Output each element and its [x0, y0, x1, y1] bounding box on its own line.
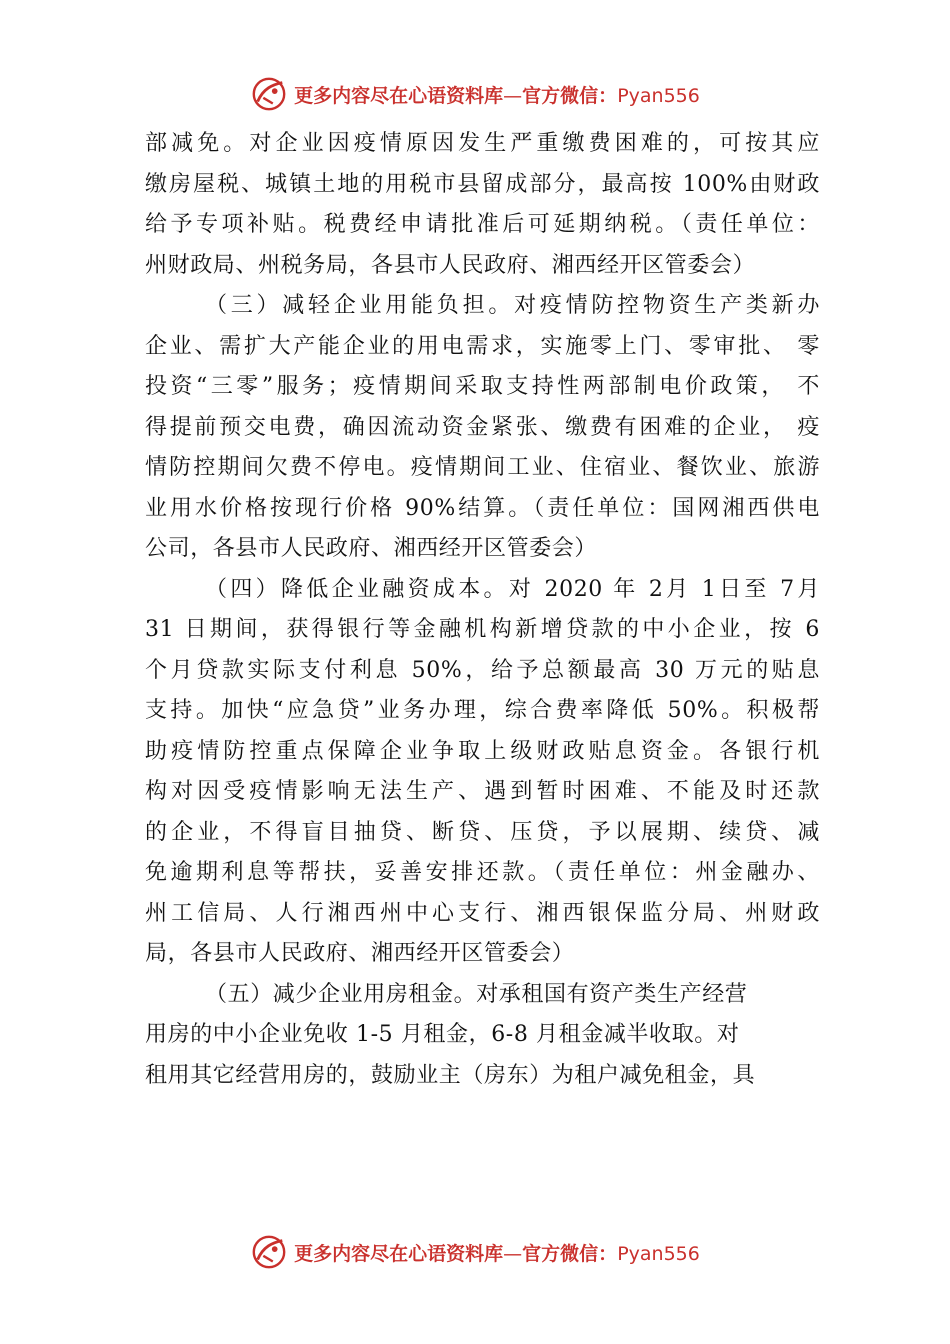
text-line: 个月贷款实际支付利息 50%，给予总额最高 30 万元的贴息: [145, 657, 820, 683]
document-body: [145, 124, 820, 1096]
text-line: 部减免。对企业因疫情原因发生严重缴费困难的，可按其应: [145, 131, 820, 156]
banner-text: [294, 81, 700, 108]
brand-logo-icon: [250, 1233, 288, 1271]
banner-separator: —: [503, 84, 523, 107]
banner-title: 更多内容尽在心语资料库: [294, 84, 504, 107]
text-line: 31 日期间，获得银行等金融机构新增贷款的中小企业，按 6: [145, 617, 820, 642]
text-line: 得提前预交电费，确因流动资金紧张、缴费有困难的企业， 疫: [145, 414, 820, 440]
banner-title: 更多内容尽在心语资料库: [294, 1242, 504, 1265]
text-line: 业用水价格按现行价格 90%结算。（责任单位：国网湘西供电: [145, 495, 820, 521]
banner-text: [294, 1239, 700, 1266]
banner-wechat-label: 官方微信：: [522, 84, 618, 107]
text-line: 用房的中小企业免收 1-5 月租金，6-8 月租金减半收取。对: [145, 1022, 740, 1047]
text-line: （三）减轻企业用能负担。对疫情防控物资生产类新办: [205, 293, 820, 318]
text-line: 企业、需扩大产能企业的用电需求，实施零上门、零审批、 零: [145, 333, 820, 359]
text-line: 投资“三零”服务；疫情期间采取支持性两部制电价政策， 不: [145, 374, 820, 399]
header-banner: [0, 72, 950, 116]
text-line: 州工信局、人行湘西州中心支行、湘西银保监分局、州财政: [145, 900, 820, 926]
banner-wechat-id: Pyan556: [617, 1242, 700, 1265]
text-line: 助疫情防控重点保障企业争取上级财政贴息资金。各银行机: [145, 738, 820, 764]
text-line: 支持。加快“应急贷”业务办理，综合费率降低 50%。积极帮: [145, 698, 820, 723]
text-line: 情防控期间欠费不停电。疫情期间工业、住宿业、餐饮业、旅游: [145, 455, 820, 480]
text-line: （四）降低企业融资成本。对 2020 年 2月 1日至 7月: [205, 576, 820, 602]
text-line: 局，各县市人民政府、湘西经开区管委会）: [145, 941, 575, 966]
text-line: 州财政局、州税务局，各县市人民政府、湘西经开区管委会）: [145, 252, 756, 278]
brand-logo-icon: [250, 75, 288, 113]
text-line: （五）减少企业用房租金。对承租国有资产类生产经营: [205, 981, 748, 1007]
banner-separator: —: [503, 1242, 523, 1265]
text-line: 公司，各县市人民政府、湘西经开区管委会）: [145, 536, 598, 561]
text-line: 的企业，不得盲目抽贷、断贷、压贷，予以展期、续贷、减: [145, 819, 820, 845]
text-line: 构对因受疫情影响无法生产、遇到暂时困难、不能及时还款: [145, 779, 820, 804]
text-line: 给予专项补贴。税费经申请批准后可延期纳税。（责任单位：: [145, 212, 820, 237]
banner-wechat-id: Pyan556: [617, 84, 700, 107]
text-line: 租用其它经营用房的，鼓励业主（房东）为租户减免租金，具: [145, 1062, 756, 1088]
text-line: 缴房屋税、城镇土地的用税市县留成部分，最高按 100%由财政: [145, 171, 820, 197]
banner-wechat-label: 官方微信：: [522, 1242, 618, 1265]
footer-banner: [0, 1230, 950, 1274]
text-line: 免逾期利息等帮扶，妥善安排还款。（责任单位：州金融办、: [145, 860, 820, 885]
